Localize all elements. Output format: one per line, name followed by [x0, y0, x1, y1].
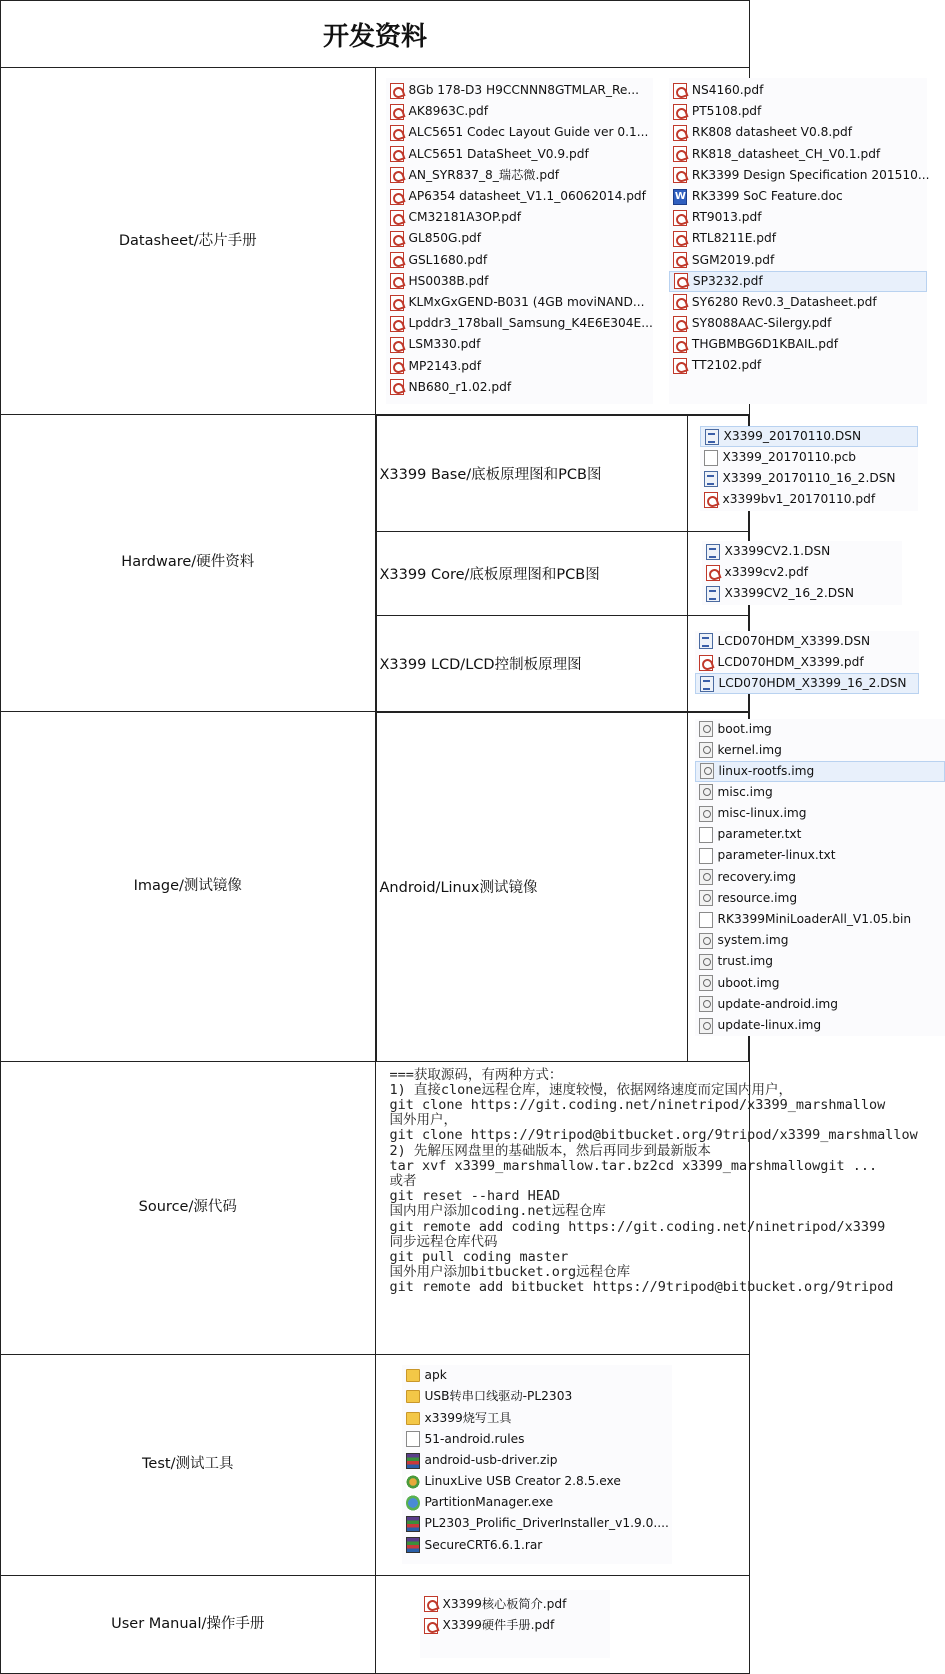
file-item[interactable]	[702, 562, 902, 583]
file-item[interactable]	[695, 909, 945, 930]
file-item[interactable]	[695, 803, 945, 824]
file-item[interactable]	[402, 1450, 672, 1471]
file-name: RK808 datasheet V0.8.pdf	[691, 125, 853, 140]
pdf-file-icon	[424, 1596, 438, 1612]
file-name: PL2303_Prolific_DriverInstaller_v1.9.0....	[424, 1516, 669, 1531]
img-file-icon	[699, 954, 713, 970]
pdf-file-icon	[390, 273, 404, 289]
file-name: x3399bv1_20170110.pdf	[722, 492, 876, 507]
pdf-file-icon	[390, 189, 404, 205]
file-name: SY6280 Rev0.3_Datasheet.pdf	[691, 294, 877, 309]
file-name: Lpddr3_178ball_Samsung_K4E6E304E...	[408, 316, 653, 331]
file-item[interactable]	[386, 186, 653, 207]
img-file-icon	[699, 806, 713, 822]
file-item[interactable]	[386, 122, 653, 143]
file-name: parameter-linux.txt	[717, 848, 836, 863]
file-item[interactable]	[695, 1015, 945, 1036]
file-name: USB转串口线驱动-PL2303	[424, 1389, 573, 1404]
exe-star-file-icon	[406, 1474, 420, 1490]
file-item[interactable]	[402, 1492, 672, 1513]
source-cell	[375, 1061, 918, 1354]
file-item[interactable]	[386, 207, 653, 228]
file-item[interactable]	[386, 356, 653, 377]
file-item[interactable]	[695, 845, 945, 866]
zip-file-icon	[406, 1453, 420, 1469]
file-item[interactable]	[700, 468, 918, 489]
pdf-file-icon	[390, 379, 404, 395]
datasheet-label: Datasheet/芯片手册	[1, 68, 376, 415]
file-name: kernel.img	[717, 742, 782, 757]
folder-file-icon	[406, 1412, 420, 1425]
pdf-file-icon	[390, 83, 404, 99]
file-item[interactable]	[695, 631, 919, 652]
hardware-lcd-title: X3399 LCD/LCD控制板原理图	[376, 616, 687, 711]
pdf-file-icon	[673, 83, 687, 99]
img-file-icon	[699, 975, 713, 991]
pdf-file-icon	[699, 655, 713, 671]
file-item[interactable]	[402, 1429, 672, 1450]
file-item[interactable]	[669, 228, 927, 249]
img-file-icon	[699, 742, 713, 758]
zip-file-icon	[406, 1516, 420, 1532]
datasheet-list-1	[386, 80, 653, 398]
file-name: X3399硬件手册.pdf	[442, 1618, 555, 1632]
file-item[interactable]	[420, 1615, 610, 1636]
file-name: AK8963C.pdf	[408, 104, 488, 119]
dsn-file-icon	[704, 471, 718, 487]
pdf-file-icon	[390, 104, 404, 120]
img-file-icon	[699, 784, 713, 800]
image-subtable	[376, 712, 912, 1061]
file-item[interactable]	[386, 334, 653, 355]
file-name: RT9013.pdf	[691, 210, 762, 225]
file-item[interactable]	[386, 377, 653, 398]
pdf-file-icon	[673, 252, 687, 268]
pdf-file-icon	[704, 492, 718, 508]
file-name: PT5108.pdf	[691, 104, 762, 119]
file-item[interactable]	[695, 867, 945, 888]
file-item[interactable]	[669, 313, 927, 334]
file-item[interactable]	[402, 1386, 672, 1407]
hardware-lcd-files	[687, 616, 907, 711]
file-name: PartitionManager.exe	[424, 1495, 554, 1510]
pdf-file-icon	[390, 210, 404, 226]
folder-file-icon	[406, 1390, 420, 1403]
file-name: RK3399 SoC Feature.doc	[691, 189, 843, 204]
pdf-file-icon	[390, 316, 404, 332]
datasheet-files	[375, 68, 930, 415]
file-item[interactable]	[669, 122, 927, 143]
file-name: uboot.img	[717, 975, 780, 990]
file-name: LCD070HDM_X3399.DSN	[717, 633, 871, 648]
file-name: NB680_r1.02.pdf	[408, 379, 512, 394]
file-item[interactable]	[695, 994, 945, 1015]
file-item[interactable]	[386, 165, 653, 186]
file-item[interactable]	[669, 334, 927, 355]
file-name: misc-linux.img	[717, 806, 807, 821]
file-item[interactable]	[695, 719, 945, 740]
hardware-base-files	[687, 416, 896, 532]
file-name: RK3399 Design Specification 201510...	[691, 167, 930, 182]
pdf-file-icon	[673, 231, 687, 247]
manual-label: User Manual/操作手册	[1, 1575, 376, 1673]
exe-pm-file-icon	[406, 1495, 420, 1511]
file-name: android-usb-driver.zip	[424, 1452, 558, 1467]
file-name: parameter.txt	[717, 827, 802, 842]
pdf-file-icon	[673, 316, 687, 332]
file-file-icon	[406, 1431, 420, 1447]
file-item[interactable]	[420, 1594, 610, 1615]
file-name: resource.img	[717, 890, 798, 905]
file-name: KLMxGxGEND-B031 (4GB moviNAND...	[408, 294, 645, 309]
file-item[interactable]	[695, 824, 945, 845]
file-item[interactable]	[386, 228, 653, 249]
pdf-file-icon	[390, 337, 404, 353]
pdf-file-icon	[390, 167, 404, 183]
dsn-file-icon	[706, 544, 720, 560]
file-item[interactable]	[700, 426, 918, 447]
file-item[interactable]	[700, 447, 918, 468]
image-list	[695, 719, 945, 1037]
file-file-icon	[699, 912, 713, 928]
img-file-icon	[700, 763, 714, 779]
file-name: MP2143.pdf	[408, 358, 482, 373]
hardware-base-list	[700, 426, 918, 511]
pdf-file-icon	[673, 104, 687, 120]
file-name: RK3399MiniLoaderAll_V1.05.bin	[717, 912, 912, 926]
file-name: misc.img	[717, 784, 773, 799]
hardware-lcd-list	[695, 631, 919, 694]
img-file-icon	[699, 933, 713, 949]
source-label: Source/源代码	[1, 1061, 376, 1354]
file-item[interactable]	[695, 673, 919, 694]
file-item[interactable]	[669, 292, 927, 313]
file-item[interactable]	[402, 1365, 672, 1386]
file-name: 51-android.rules	[424, 1431, 525, 1446]
file-name: AN_SYR837_8_瑞芯微.pdf	[408, 167, 560, 182]
file-item[interactable]	[402, 1471, 672, 1492]
hardware-cell	[375, 415, 907, 712]
file-name: TT2102.pdf	[691, 358, 762, 373]
file-name: LinuxLive USB Creator 2.8.5.exe	[424, 1474, 621, 1489]
doc-file-icon	[673, 189, 687, 205]
pdf-file-icon	[390, 146, 404, 162]
file-name: linux-rootfs.img	[718, 763, 815, 778]
file-name: recovery.img	[717, 869, 796, 884]
file-name: 8Gb 178-D3 H9CCNNN8GTMLAR_Re...	[408, 83, 640, 98]
manual-list	[420, 1594, 610, 1636]
pdf-file-icon	[390, 295, 404, 311]
file-name: X3399_20170110.pcb	[722, 450, 857, 464]
file-name: LCD070HDM_X3399.pdf	[717, 655, 864, 669]
image-files	[687, 712, 912, 1061]
file-name: ALC5651 DataSheet_V0.9.pdf	[408, 146, 589, 161]
file-item[interactable]	[669, 144, 927, 165]
manual-cell	[375, 1575, 750, 1673]
file-name: x3399cv2.pdf	[724, 565, 809, 580]
file-item[interactable]	[402, 1535, 672, 1556]
file-item[interactable]	[669, 101, 927, 122]
file-item[interactable]	[386, 80, 653, 101]
file-name: THGBMBG6D1KBAIL.pdf	[691, 337, 839, 352]
file-name: GL850G.pdf	[408, 231, 482, 246]
file-item[interactable]	[695, 761, 945, 782]
pdf-file-icon	[706, 565, 720, 581]
datasheet-list-2	[669, 80, 930, 376]
pdf-file-icon	[673, 358, 687, 374]
page-title: 开发资料	[1, 1, 750, 68]
file-name: X3399CV2_16_2.DSN	[724, 586, 855, 601]
file-item[interactable]	[402, 1513, 672, 1534]
file-name: apk	[424, 1368, 447, 1383]
pdf-file-icon	[390, 231, 404, 247]
pdf-file-icon	[673, 210, 687, 226]
hardware-label: Hardware/硬件资料	[1, 415, 376, 712]
img-file-icon	[699, 1018, 713, 1034]
file-item[interactable]	[695, 740, 945, 761]
file-item[interactable]	[669, 207, 927, 228]
file-item[interactable]	[702, 583, 902, 604]
file-item[interactable]	[386, 144, 653, 165]
file-name: update-linux.img	[717, 1017, 822, 1032]
file-name: LCD070HDM_X3399_16_2.DSN	[718, 676, 907, 691]
file-name: update-android.img	[717, 996, 838, 1011]
file-item[interactable]	[702, 541, 902, 562]
hardware-base-title: X3399 Base/底板原理图和PCB图	[376, 416, 687, 532]
file-name: SY8088AAC-Silergy.pdf	[691, 315, 832, 330]
file-name: ALC5651 Codec Layout Guide ver 0.1...	[408, 125, 649, 140]
file-item[interactable]	[695, 930, 945, 951]
image-cell	[375, 711, 912, 1061]
file-item[interactable]	[386, 313, 653, 334]
file-item[interactable]	[386, 250, 653, 271]
file-file-icon	[699, 827, 713, 843]
dsn-file-icon	[705, 429, 719, 445]
file-item[interactable]	[669, 165, 930, 186]
file-item[interactable]	[695, 652, 919, 673]
file-item[interactable]	[386, 101, 653, 122]
file-file-icon	[699, 848, 713, 864]
pdf-file-icon	[390, 252, 404, 268]
pdf-file-icon	[673, 167, 687, 183]
pdf-file-icon	[673, 125, 687, 141]
file-item[interactable]	[386, 271, 653, 292]
file-item[interactable]	[386, 292, 653, 313]
folder-file-icon	[406, 1369, 420, 1382]
file-item[interactable]	[695, 888, 945, 909]
file-item[interactable]	[695, 782, 945, 803]
file-item[interactable]	[669, 271, 927, 292]
file-name: trust.img	[717, 954, 774, 969]
pdf-file-icon	[674, 273, 688, 289]
file-item[interactable]	[669, 186, 927, 207]
file-item[interactable]	[402, 1408, 672, 1429]
pdf-file-icon	[673, 294, 687, 310]
file-item[interactable]	[669, 250, 927, 271]
test-label: Test/测试工具	[1, 1354, 376, 1575]
file-name: X3399核心板简介.pdf	[442, 1596, 567, 1611]
test-cell	[375, 1354, 750, 1575]
image-label: Image/测试镜像	[1, 711, 376, 1061]
file-item[interactable]	[669, 80, 927, 101]
file-name: X3399_20170110_16_2.DSN	[722, 471, 896, 486]
file-name: HS0038B.pdf	[408, 273, 489, 288]
file-name: system.img	[717, 933, 789, 948]
dsn-file-icon	[706, 586, 720, 602]
file-name: GSL1680.pdf	[408, 252, 488, 267]
test-list	[402, 1365, 672, 1556]
file-item[interactable]	[669, 355, 927, 376]
file-name: LSM330.pdf	[408, 337, 481, 352]
file-item[interactable]	[695, 973, 945, 994]
file-item[interactable]	[695, 951, 945, 972]
pdf-file-icon	[390, 125, 404, 141]
source-code-block: ===获取源码，有两种方式： 1) 直接clone远程仓库，速度较慢，依据网络速度而定国内用户， git clone https://git.coding.net/ninetripod/x3399_marshmallow 国外用户， git clone https://9tripod@bitbucket.org/9tripod/x3399_marshmallow 2) 先解压网盘里的基础版本，然后再同步到最新版本 tar xvf x3399_marshmallow.tar.bz2cd x3399_marshmallowgit ... 或者 git reset --hard HEAD 国内用户添加coding.net远程仓库 git remote add coding https://git.coding.net/ninetripod/x3399 同步远程仓库代码 git pull coding master 国外用户添加bitbucket.org远程仓库 git remote add bitbucket https://9tripod@bitbucket.org/9tripod	[389, 1066, 918, 1296]
pdf-file-icon	[673, 146, 687, 162]
file-name: boot.img	[717, 721, 772, 736]
file-name: RK818_datasheet_CH_V0.1.pdf	[691, 146, 881, 161]
img-file-icon	[699, 721, 713, 737]
file-name: X3399_20170110.DSN	[723, 429, 862, 443]
dsn-file-icon	[700, 676, 714, 692]
hardware-core-files	[687, 532, 855, 616]
zip-file-icon	[406, 1537, 420, 1553]
file-name: x3399烧写工具	[424, 1410, 512, 1425]
file-name: NS4160.pdf	[691, 83, 764, 98]
file-name: SecureCRT6.6.1.rar	[424, 1537, 543, 1552]
file-name: SP3232.pdf	[692, 273, 763, 288]
dsn-file-icon	[699, 633, 713, 649]
file-name: CM32181A3OP.pdf	[408, 210, 522, 225]
file-file-icon	[704, 450, 718, 466]
file-name: AP6354 datasheet_V1.1_06062014.pdf	[408, 189, 646, 204]
file-name: X3399CV2.1.DSN	[724, 544, 831, 559]
hardware-core-title: X3399 Core/底板原理图和PCB图	[376, 532, 687, 616]
img-file-icon	[699, 890, 713, 906]
file-name: SGM2019.pdf	[691, 252, 775, 267]
img-file-icon	[699, 869, 713, 885]
hardware-subtable	[376, 415, 907, 711]
file-name: RTL8211E.pdf	[691, 231, 777, 246]
image-title: Android/Linux测试镜像	[376, 712, 687, 1061]
img-file-icon	[699, 996, 713, 1012]
file-item[interactable]	[700, 489, 918, 510]
hardware-core-list	[702, 541, 902, 605]
pdf-file-icon	[390, 358, 404, 374]
pdf-file-icon	[673, 337, 687, 353]
pdf-file-icon	[424, 1618, 438, 1634]
